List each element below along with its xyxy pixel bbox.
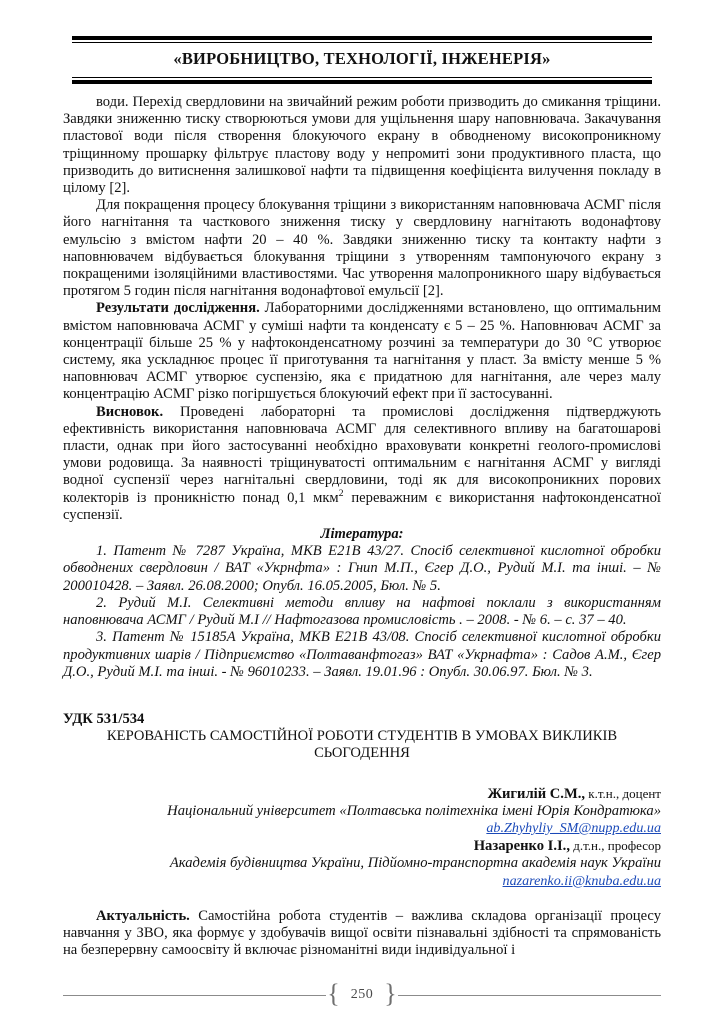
relevance-text: Самостійна робота студентів – важлива складова організації процесу навчання у ЗВО, яка формує у здобувачів вищої освіти пізнавальні здібності та спрямованість на безперервну самоосвіту й включає різноманітні види індивідуальної і	[63, 907, 661, 959]
running-header	[72, 36, 652, 84]
conclusion-superscript: 2	[338, 487, 344, 499]
footer-brace-right-icon: }	[384, 979, 397, 1008]
spacer-before-authors	[63, 763, 661, 785]
paragraph-asmg-emulsion: Для покращення процесу блокування тріщини з використанням наповнювача АСМГ після його нагнітання та часткового зниження тиску у свердловину нагнітають водонафтову емульсію з вмістом нафти 20 – 40 %. Завдяки зниженню тиску та контакту нафти з наповнювачем відбувається блокування тріщини з утворенням тампонуючого екрану з покращеними ізоляційними властивостями. Час утворення малопроникного шару відбувається протягом 5 годин після нагнітання водонафтової емульсії [2].	[63, 197, 661, 300]
author-name: Жигилій С.М.,	[487, 785, 586, 802]
paragraph-results	[63, 300, 661, 403]
author-line	[63, 837, 661, 855]
page-content	[63, 94, 661, 959]
footer-rule-left	[63, 995, 326, 996]
udc-code: УДК 531/534	[63, 710, 145, 727]
author-email-link[interactable]: ab.Zhyhyliy_SM@nupp.edu.ua	[486, 819, 661, 836]
paragraph-continuation: води. Перехід свердловини на звичайний режим роботи призводить до смикання тріщини. Завдяки зниженню тиску створюються умови для ущільнення шару наповнювача. Закачування пластової води після створення блокуючого екрану в обводненому високопроникному тріщинному прошарку фільтрує пластову воду у непромиті зони продуктивного пласта, що призводить до витиснення залишкової нафти та підвищення коефіцієнта вилучення покладу в цілому [2].	[63, 94, 661, 197]
results-text: Лабораторними дослідженнями встановлено, що оптимальним вмістом наповнювача АСМГ у суміші нафти та конденсату є 5 – 25 %. Наповнювач АСМГ за концентрації більше 25 % у нафтоконденсатному розчині за температури до 30 °С утворює систему, яка ускладнює процес її приготування та нагнітання у пласт. За вмісту менше 5 % наповнювач АСМГ утворює суспензію, яка є придатною для нагнітання, але через малу концентрацію АСМГ різко погіршується блокуючий ефект при її застосуванні.	[63, 300, 662, 403]
reference-item: 2. Рудий М.І. Селективні методи впливу на нафтові поклали з використанням наповнювача АСМГ / Рудий М.І // Нафтогазова промисловість . – 2008. - № 6. – с. 37 – 40.	[63, 594, 661, 629]
reference-item: 3. Патент № 15185А Україна, МКВ Е21В 43/08. Спосіб селективної кислотної обробки продуктивних шарів / Підприємство «Полтаванфтогаз» ВАТ «Укрнафта» : Садов А.М., Єгер Д.О., Рудий М.І. та інші. - № 96010233. – Заявл. 19.01.96 : Опубл. 30.06.97. Бюл. № 3.	[63, 629, 661, 680]
page-number: 250	[350, 987, 374, 1002]
conclusion-label: Висновок.	[96, 403, 164, 420]
author-degree: к.т.н., доцент	[585, 785, 661, 801]
header-rule-bottom-thick	[72, 80, 652, 84]
conclusion-text-after: переважним є використання нафтоконденсатної суспензії.	[63, 489, 661, 523]
author-degree: д.т.н., професор	[569, 838, 661, 854]
reference-item: 1. Патент № 7287 Україна, МКВ Е21В 43/27. Спосіб селективної кислотної обробки обводнених свердловин / ВАТ «Укрнфта» : Гнип М.П., Єгер Д.О., Рудий М.І. та інші. – № 200010428. – Заявл. 26.08.2000; Опубл. 16.05.2005, Бюл. № 5.	[63, 543, 661, 594]
paragraph-conclusion	[63, 404, 661, 524]
literature-heading: Література:	[320, 526, 404, 543]
conclusion-text-before: Проведені лабораторні та промислові дослідження підтверджують ефективність використання наповнювача АСМГ для селективного впливу на багатошарові пласти, однак при його застосуванні необхідно враховувати конкретні геолого-промислові умови родовища. За наявності тріщинуватості оптимальним є нагнітання АСМГ у вигляді водної суспензії через нагнітальні свердловини, тоді як для високопроникних порових колекторів із проникністю понад 0,1 мкм	[63, 403, 661, 506]
page-footer	[63, 979, 661, 1008]
relevance-label: Актуальність.	[96, 907, 190, 924]
author-affiliation: Національний університет «Полтавська політехніка імені Юрія Кондратюка»	[167, 802, 661, 819]
paragraph-relevance	[63, 908, 661, 960]
running-header-title: «ВИРОБНИЦТВО, ТЕХНОЛОГІЇ, ІНЖЕНЕРІЯ»	[173, 49, 551, 68]
spacer-between-articles	[63, 681, 661, 711]
author-email-link[interactable]: nazarenko.ii@knuba.edu.ua	[502, 872, 661, 889]
results-label: Результати дослідження.	[96, 300, 260, 317]
footer-brace-left-icon: {	[327, 979, 340, 1008]
footer-rule-right	[398, 995, 661, 996]
author-affiliation: Академія будівництва України, Підйомно-транспортна академія наук України	[169, 855, 661, 872]
spacer-before-relevance	[63, 890, 661, 908]
author-line	[63, 785, 661, 803]
author-name: Назаренко І.І.,	[473, 838, 570, 855]
article-title: КЕРОВАНІСТЬ САМОСТІЙНОЇ РОБОТИ СТУДЕНТІВ В УМОВАХ ВИКЛИКІВ СЬОГОДЕННЯ	[106, 728, 618, 762]
